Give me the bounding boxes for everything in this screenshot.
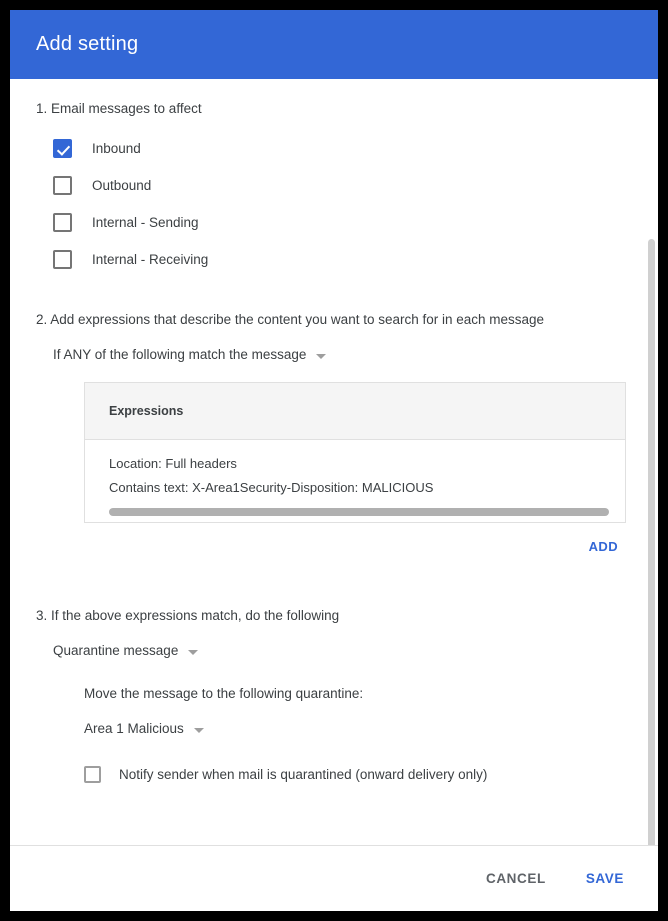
dialog-scrollbar-thumb[interactable] (648, 239, 655, 845)
expressions-horizontal-scrollbar[interactable] (109, 508, 601, 516)
checkbox-inbound[interactable] (53, 139, 72, 158)
dialog-header (10, 10, 658, 79)
add-expression-row (84, 533, 626, 560)
checkbox-internal-receiving[interactable] (53, 250, 72, 269)
section2-label: 2. Add expressions that describe the content you want to search for in each message (36, 312, 545, 327)
quarantine-instruction: Move the message to the following quarantine: (84, 686, 364, 701)
checkbox-row-notify-sender[interactable] (84, 766, 632, 813)
checkbox-notify-sender[interactable] (84, 766, 101, 783)
checkbox-label-internal-sending: Internal - Sending (92, 215, 199, 230)
checkbox-internal-sending[interactable] (53, 213, 72, 232)
quarantine-dropdown-value: Area 1 Malicious (84, 721, 184, 736)
checkbox-row-outbound[interactable] (36, 167, 632, 204)
email-messages-checkbox-list (36, 130, 632, 278)
checkbox-label-inbound: Inbound (92, 141, 141, 156)
match-condition-value: If ANY of the following match the message (53, 347, 307, 362)
match-condition-dropdown[interactable] (53, 347, 326, 362)
dialog-body[interactable] (10, 79, 658, 845)
section3-label: 3. If the above expressions match, do the following (36, 608, 340, 623)
page-title: Add setting (36, 33, 139, 55)
list-item[interactable]: Contains text: X-Area1Security-Disposition: MALICIOUS (109, 480, 434, 495)
expressions-body (85, 440, 625, 522)
add-expression-button[interactable]: ADD (588, 539, 618, 554)
chevron-down-icon (188, 650, 198, 655)
action-dropdown[interactable] (53, 643, 198, 658)
chevron-down-icon (316, 354, 326, 359)
list-item[interactable]: Location: Full headers (109, 456, 237, 471)
quarantine-dropdown[interactable] (84, 721, 204, 736)
checkbox-row-internal-receiving[interactable] (36, 241, 632, 278)
checkbox-label-outbound: Outbound (92, 178, 152, 193)
checkbox-outbound[interactable] (53, 176, 72, 195)
cancel-button[interactable]: CANCEL (485, 871, 546, 886)
add-setting-dialog (10, 10, 658, 911)
checkbox-row-inbound[interactable] (36, 130, 632, 167)
dialog-footer (10, 845, 658, 911)
expressions-scrollbar-thumb[interactable] (109, 508, 609, 516)
expressions-header-label: Expressions (109, 404, 184, 418)
section1-label: 1. Email messages to affect (36, 101, 202, 116)
checkbox-row-internal-sending[interactable] (36, 204, 632, 241)
expressions-header (85, 383, 625, 440)
chevron-down-icon (194, 728, 204, 733)
expressions-card (84, 382, 626, 523)
checkbox-label-notify-sender: Notify sender when mail is quarantined (onward delivery only) (119, 767, 488, 782)
checkbox-label-internal-receiving: Internal - Receiving (92, 252, 209, 267)
save-button[interactable]: SAVE (585, 871, 624, 886)
action-dropdown-value: Quarantine message (53, 643, 179, 658)
